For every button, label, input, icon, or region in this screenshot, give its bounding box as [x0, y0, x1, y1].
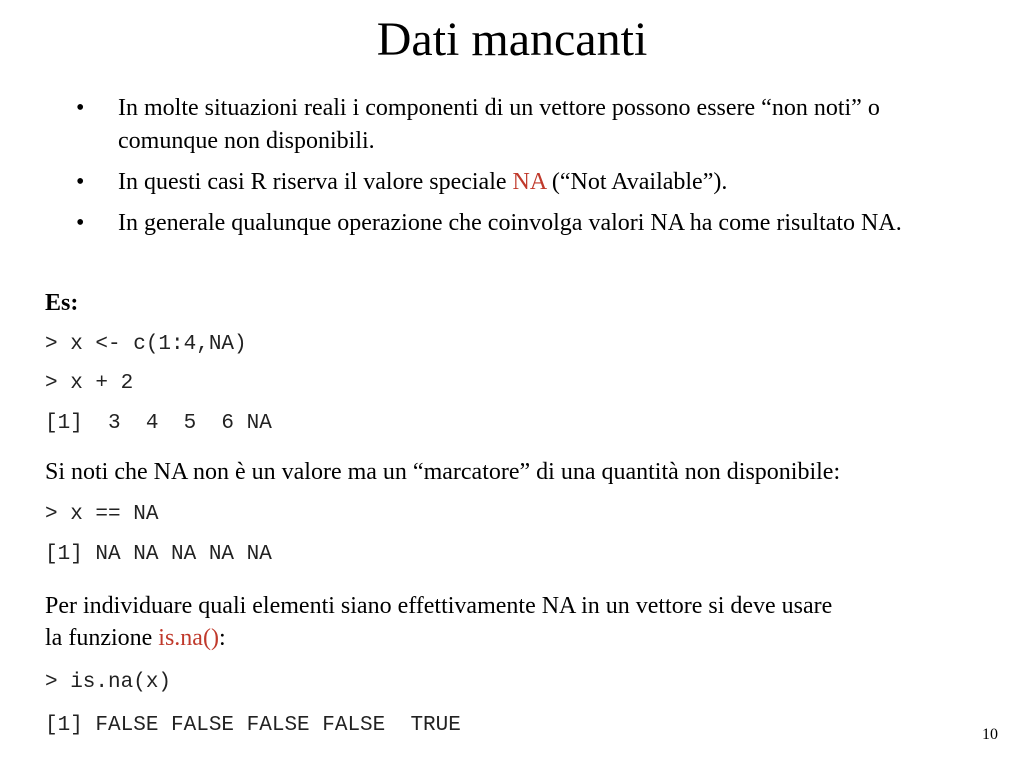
paragraph: Si noti che NA non è un valore ma un “marcatore” di una quantità non disponibile:: [45, 459, 841, 485]
na-highlight: NA: [512, 169, 546, 195]
code-line: > x + 2: [45, 372, 134, 395]
example-label: Es:: [45, 290, 79, 316]
code-output: [1] NA NA NA NA NA: [45, 543, 272, 566]
bullet-text-after: (“Not Available”).: [545, 169, 728, 195]
paragraph-text-before: la funzione: [45, 625, 159, 651]
paragraph-text-after: :: [218, 625, 226, 651]
paragraph-line-1: Per individuare quali elementi siano effettivamente NA in un vettore si deve usare: [45, 593, 833, 619]
code-output: [1] FALSE FALSE FALSE FALSE TRUE: [45, 714, 461, 737]
isna-highlight: is.na(): [158, 625, 219, 651]
bullet-dot-icon: •: [76, 169, 85, 195]
bullet-item: [76, 166, 976, 199]
bullet-text: In generale qualunque operazione che coinvolga valori NA ha come risultato NA.: [118, 210, 902, 236]
bullet-text: In molte situazioni reali i componenti di un vettore possono essere “non noti” o comunque non disponibili.: [118, 95, 880, 154]
slide-title: Dati mancanti: [376, 13, 648, 66]
bullet-list: [76, 92, 976, 248]
code-line: > x == NA: [45, 503, 159, 526]
bullet-dot-icon: •: [76, 95, 85, 121]
bullet-dot-icon: •: [76, 210, 85, 236]
code-line: > x <- c(1:4,NA): [45, 333, 247, 356]
page-number: 10: [982, 726, 998, 743]
bullet-text-before: In questi casi R riserva il valore speciale: [118, 169, 513, 195]
paragraph-line-2: [45, 622, 226, 654]
code-output: [1] 3 4 5 6 NA: [45, 412, 272, 435]
bullet-item: [76, 207, 976, 240]
code-line: > is.na(x): [45, 671, 172, 694]
bullet-item: [76, 92, 976, 158]
